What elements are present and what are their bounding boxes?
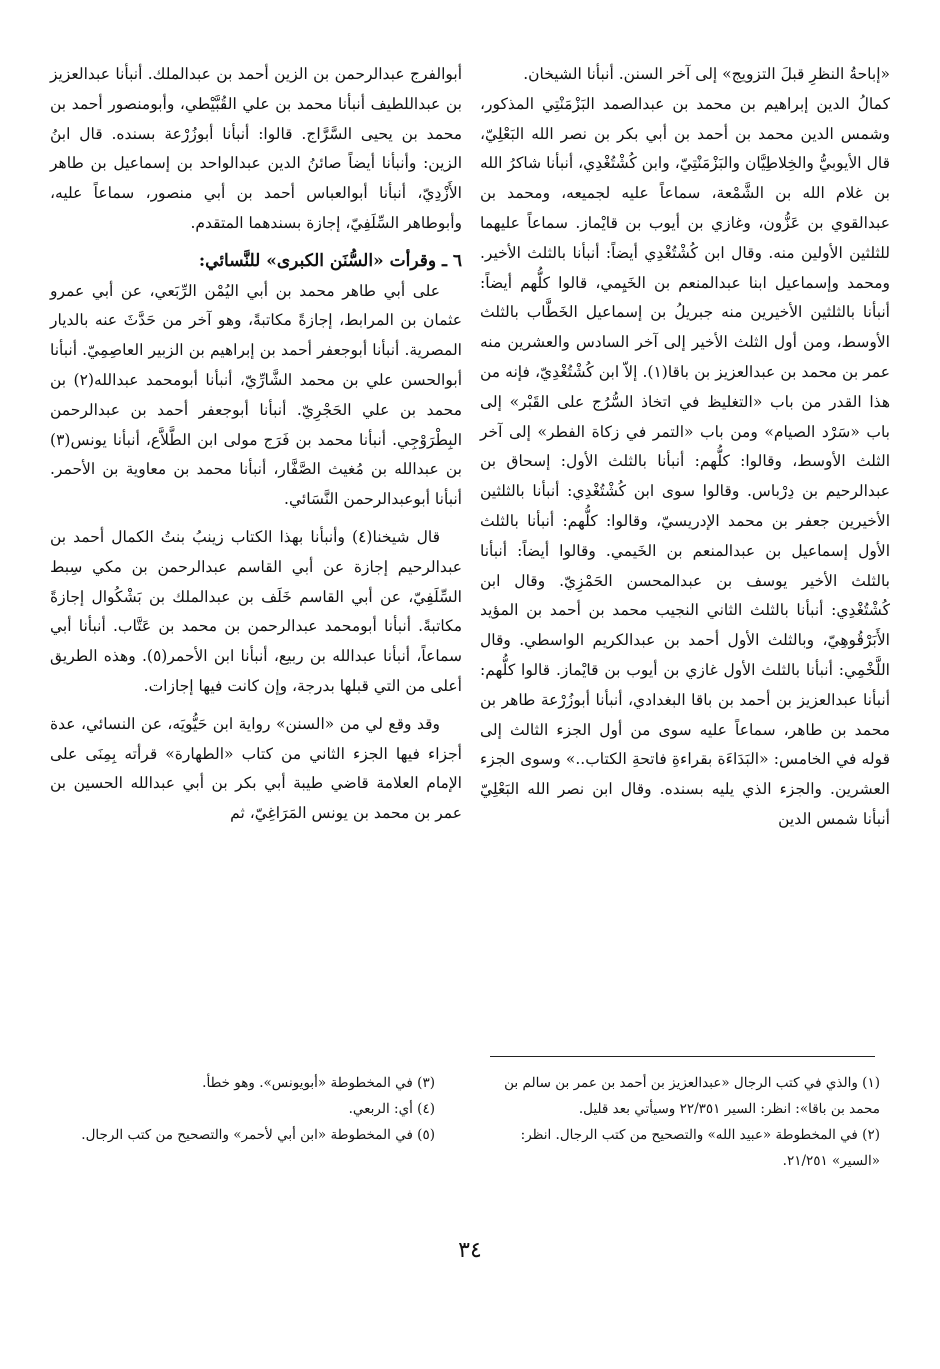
left-column-paragraph-4: وقد وقع لي من «السنن» رواية ابن حَيُّويَه، عن النسائي، عدة أجزاء فيها الجزء الثاني من كتاب «الطهارة» قرأته بِمِنَى على الإمام العلامة قاضي طيبة أبي بكر بن أبي عبدالله الحسين بن عمر بن محمد بن يونس المَرَاغِيّ، ثم xyxy=(50,714,462,823)
footnote-2: (٢) في المخطوطة «عبيد الله» والتصحيح من كتب الرجال. انظر: «السير» ٢١/٢٥١. xyxy=(520,1127,880,1169)
left-column-paragraph-3: قال شيخنا(٤) وأنبأنا بهذا الكتاب زينبُ بنتُ الكمال أحمد بن عبدالرحيم إجازة عن أبي القاسم عبدالرحمن بن مكي سِبط السِّلَفِيّ، عن أبي القاسم خَلَف بن عبدالملك بن بَشْكُوال إجازةً مكاتبةً. أنبأنا أبومحمد عبدالرحمن بن محمد بن عَتَّاب. أنبأنا أبي سماعاً، أنبأنا عبدالله بن ربيع، أنبأنا ابن الأحمر(٥). وهذه الطريق أعلى من التي قبلها بدرجة، وإن كانت فيها إجازات. xyxy=(50,527,462,695)
footnote-5: (٥) في المخطوطة «ابن أبي لأحمر» والتصحيح من كتب الرجال. xyxy=(81,1127,435,1143)
right-column-paragraph-1: «إباحةُ النظرِ قبلَ التزويج» إلى آخر السنن. أنبأنا الشيخان. xyxy=(523,65,890,83)
right-column-paragraph-2: كمالُ الدين إبراهيم بن محمد بن عبدالصمد البَزْمَنْتِي المذكور، وشمس الدين محمد بن أحمد بن أبي بكر بن نصر الله البَعْلِيّ، قال الأيوبيُّ والخِلاطِيَّان والبَزْمَنْتِيّ، وابن كُشْتُغْدِي، أنبأنا شاكرُ الله بن غلام الله بن الشَّمْعة، سماعاً عليه لجميعه، ومحمد بن عبدالقوي بن عَزُّون، وغازي بن أيوب بن قايْماز. سماعاً عليهما للثلثين الأولين منه. وقال ابن كُشْتُغْدِي أيضاً: أنبأنا بالثلث الأخير. ومحمد وإسماعيل ابنا عبدالمنعم بن الخَيِمي، قالوا كلُّهم أيضاً: أنبأنا بالثلثين الأخيرين منه جبريلُ بن إسماعيل الخَطَّاب بالثلث الأوسط، ومن أول الثلث الأخير إلى آخر السادس والعشرين منه عمر بن محمد بن عبدالعزيز بن باقا(١). إلاّ ابن كُشْتُغْدِيّ، فإنه من هذا القدر من باب «التغليظ في اتخاذ السُّرُج على القَبْر» إلى باب «سَرْد الصيام» ومن باب «التمر في زكاة الفطر» إلى آخر الثلث الأوسط، وقالوا: كلُّهم: أنبأنا بالثلث الأول: إسحاق بن عبدالرحيم بن دِرْباس. وقالوا سوى ابن كُشْتُغْدِي: أنبأنا بالثلثين الأخيرين جعفر بن محمد الإدريسيّ، وقالوا: كلُّهم: أنبأنا بالثلث الأول إسماعيل بن عبدالمنعم بن الخَيمي. وقالوا أيضاً: أنبأنا بالثلث الأخير يوسف بن عبدالمحسن الحَمْزِيّ. وقال ابن كُشْتُغْدِي: أنبأنا بالثلث الثاني النجيب محمد بن أحمد بن المؤيد الأَبَرْقُوهِيّ، وبالثلث الأول أحمد بن عبدالكريم الواسطي. وقال اللَّخْمِي: أنبأنا بالثلث الأول غازي بن أيوب بن قايْماز. قالوا كلُّهم: أنبأنا عبدالعزيز بن أحمد بن باقا البغدادي، أنبأنا أبوزُرْعة طاهر بن محمد بن طاهر، سماعاً عليه سوى من أول الجزء الثالث إلى قوله في الخامس: «البَدَاءَة بقراءةِ فاتحةِ الكتاب..» وسوى الجزء العشرين. والجزء الذي يليه بسنده. وقال ابن نصر الله البَعْلِيّ أنبأنا شمس الدين xyxy=(480,94,890,828)
footnotes-left xyxy=(60,1070,435,1148)
left-column-paragraph-2: على أبي طاهر محمد بن أبي اليُمْن الرِّبَعي، عن أبي عمرو عثمان بن المرابط، إجازةً مكاتبةً، وهو آخر من حَدَّثَ عنه بالديار المصرية. أنبأنا أبوجعفر أحمد بن إبراهيم بن الزبير العاصِمِيّ. أنبأنا أبوالحسن علي بن محمد الشَّارِّيّ، أنبأنا أبومحمد عبدالله(٢) بن محمد بن علي الحَجْرِيّ. أنبأنا أبوجعفر أحمد بن عبدالرحمن البِطْرَوْجِي. أنبأنا محمد بن فَرَج مولى ابن الطَّلاَّع، أنبأنا يونس(٣) بن عبدالله بن مُغيث الصَّفَّار، أنبأنا محمد بن معاوية بن الأحمر. أنبأنا أبوعبدالرحمن النَّسَائي. xyxy=(50,281,462,509)
footnote-4: (٤) أي: الربعي. xyxy=(348,1101,435,1117)
right-column xyxy=(480,60,890,835)
footnote-3: (٣) في المخطوطة «أبويونس». وهو خطأ. xyxy=(202,1075,435,1091)
footnote-divider xyxy=(490,1056,875,1057)
footnote-1: (١) والذي في كتب الرجال «عبدالعزيز بن أحمد بن عمر بن سالم بن محمد بن باقا»: انظر: السير ٢٢/٣٥١ وسيأتي بعد قليل. xyxy=(504,1075,880,1117)
page-number: ٣٤ xyxy=(458,1238,482,1263)
left-column-paragraph-1: أبوالفرج عبدالرحمن بن الزين أحمد بن عبدالملك. أنبأنا عبدالعزيز بن عبداللطيف أنبأنا محمد بن علي القُبَّيْطي، وأبومنصور أحمد بن محمد بن يحيى السَّرَّاج. قالوا: أنبأنا أبوزُرْعة بسنده. قال ابنُ الزين: وأنبأنا أيضاً صائنُ الدين عبدالواحد بن إسماعيل بن طاهر الأَزْدِيّ، أنبأنا أبوالعباس أحمد بن أبي منصور، سماعاً عليه، وأبوطاهر السِّلَفِيّ، إجازة بسندهما المتقدم. xyxy=(50,65,462,232)
left-column xyxy=(50,60,462,829)
section-heading: ٦ ـ وقرأت «السُّنَن الكبرى» للنَّسائي: xyxy=(198,250,462,271)
footnotes-right xyxy=(488,1070,880,1174)
